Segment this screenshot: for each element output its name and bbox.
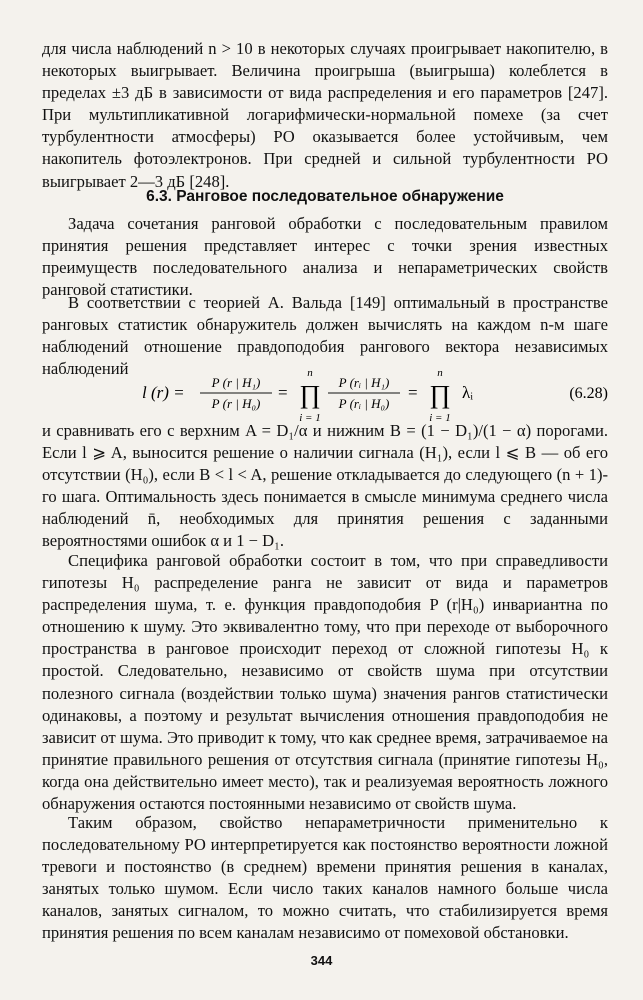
equation-prod1-top: n [307,367,313,379]
equation-number: (6.28) [569,385,608,402]
equation-frac1-numerator: P (r | H₁) [211,375,261,390]
paragraph-thresholds: и сравнивать его с верхним A = D₁/α и нижним B = (1 − D₁)/(1 − α) порогами. Если l ⩾ A, выносится решение о наличии сигнала (H₁), если l ⩽ B — об его отсутствии (H₀), если B < l < A, решение откладывается до следующего (n + 1)-го шага. Оптимальность здесь понимается в смысле минимума среднего числа наблюдений n̄, необходимых для принятия решения с заданными вероятностями ошибок α и 1 − D₁. [42,421,608,551]
equation-prod2-top: n [437,367,443,379]
equation-prod1-symbol: ∏ [299,380,321,409]
paragraph-specifics [42,550,608,815]
equation-lhs: l (r) = [142,383,185,402]
equation-frac1-denominator: P (r | H₀) [211,396,261,411]
equation-prod1-bottom: i = 1 [299,412,321,423]
equation-prod2-symbol: ∏ [429,380,451,409]
paragraph-specifics-text: Специфика ранговой обработки состоит в том, что при справедливости гипотезы H₀ распределение ранга не зависит от вида и параметров распределения шума, т. е. функция правдоподобия P (r|H₀) инвариантна по отношению к шуму. Это эквивалентно тому, что при переходе от выборочного пространства в ранговое происходит переход от сложной гипотезы H₀ к простой. Следовательно, независимо от свойств шума при отсутствии полезного сигнала (воздействии только шума) значения рангов статистически одинаковы, а поэтому и результат вычисления отношения правдоподобия не зависит от шума. Это приводит к тому, что как среднее время, затрачиваемое на принятие правильного решения от отсутствия сигнала (принятие гипотезы H₀, когда она действительно имеет место), так и реализуемая вероятность ложного обнаружения остаются постоянными независимо от свойств шума. [42,551,608,814]
paragraph-intro-text: Задача сочетания ранговой обработки с последовательным правилом принятия решения представляет интерес с точки зрения известных преимуществ последовательного анализа и непараметрических свойств ранговой статистики. [42,214,608,300]
paragraph-conclusion [42,812,608,945]
page-number: 344 [310,953,333,968]
equation-equals-1: = [278,383,288,402]
equation-equals-2: = [408,383,418,402]
equation-frac2-numerator: P (rᵢ | H₁) [338,375,390,390]
equation-6-28 [42,365,608,423]
paragraph-intro [42,213,608,301]
paragraph-continuation: для числа наблюдений n > 10 в некоторых случаях проигрывает накопителю, в некоторых выигрывает. Величина проигрыша (выигрыша) колеблется в пределах ±3 дБ в зависимости от вида распределения и его параметров [247]. При мультипликативной логарифмически-нормальной помехе (за счет турбулентности атмосферы) РО оказывается более устойчивым, чем накопитель фотоэлектронов. При средней и сильной турбулентности РО выигрывает 2—3 дБ [248]. [42,39,608,191]
paragraph-wald-text: В соответствии с теорией А. Вальда [149] оптимальный в пространстве ранговых статистик обнаружитель должен вычислять на каждом n-м шаге наблюдений отношение правдоподобия рангового вектора независимых наблюдений [42,293,608,379]
section-heading: 6.3. Ранговое последовательное обнаружение [146,188,504,205]
equation-frac2-denominator: P (rᵢ | H₀) [338,396,390,411]
equation-prod2-bottom: i = 1 [429,412,451,423]
equation-rhs: λᵢ [462,383,474,402]
paragraph-conclusion-text: Таким образом, свойство непараметричности применительно к последовательному РО интерпретируется как постоянство вероятности ложной тревоги и постоянство (в среднем) времени принятия решения в каналах, занятых только шумом. Если число таких каналов намного больше числа каналов, занятых сигналом, то можно считать, что стабилизируется время принятия решения по всем каналам независимо от помеховой обстановки. [42,813,608,943]
